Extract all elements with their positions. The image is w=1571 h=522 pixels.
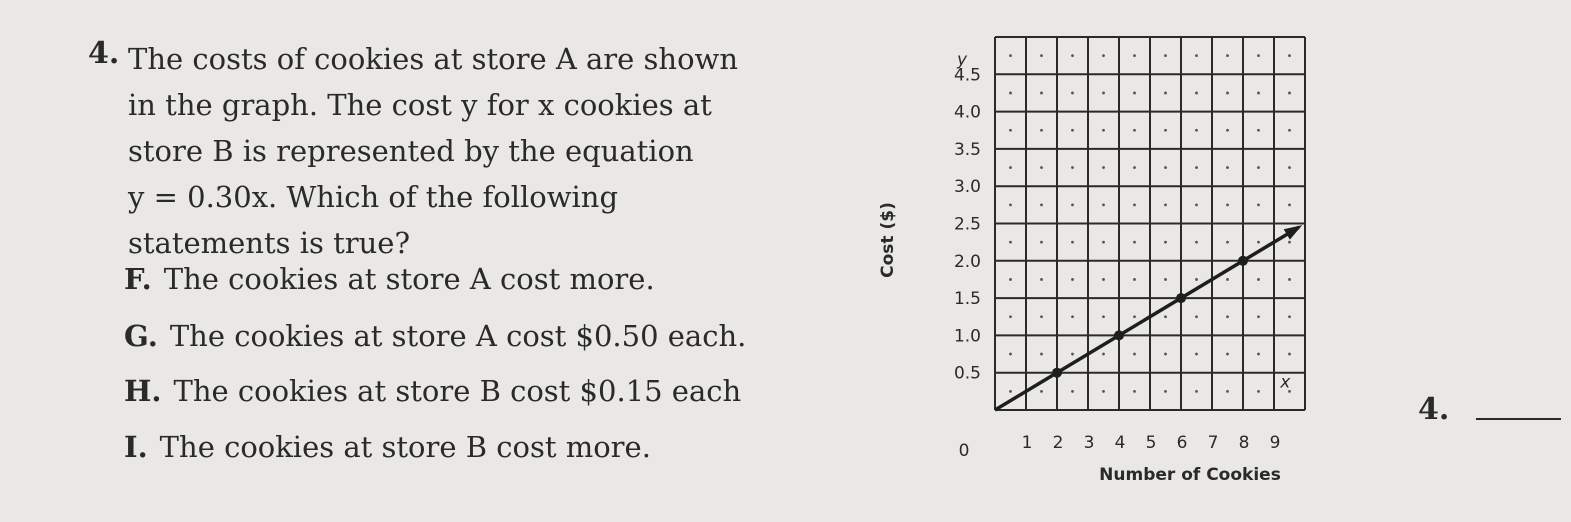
grid-dot: [1257, 390, 1260, 393]
grid-dot: [1288, 203, 1291, 206]
grid-dot: [1040, 241, 1043, 244]
choice-letter: I.: [124, 430, 148, 464]
grid-dot: [1040, 166, 1043, 169]
stem-line: in the graph. The cost y for x cookies at: [128, 88, 712, 122]
y-tick-label: 2.0: [953, 251, 981, 272]
grid-dot: [1226, 390, 1229, 393]
grid-dot: [1133, 278, 1136, 281]
grid-dot: [1164, 166, 1167, 169]
choice-text: The cookies at store A cost more.: [163, 262, 655, 296]
grid-dot: [1040, 129, 1043, 132]
choice-letter: H.: [124, 374, 162, 408]
grid-dot: [1195, 92, 1198, 95]
x-tick-label: 7: [1207, 433, 1219, 453]
grid-dot: [1257, 278, 1260, 281]
x-tick-label: 4: [1114, 433, 1126, 453]
grid-dot: [1071, 129, 1074, 132]
grid-dot: [1226, 241, 1229, 244]
grid-dot: [1071, 353, 1074, 356]
choice-text: The cookies at store A cost $0.50 each.: [169, 319, 747, 353]
x-axis-title: Number of Cookies: [1099, 465, 1281, 485]
grid-dot: [1133, 166, 1136, 169]
y-tick-label: 2.5: [953, 214, 981, 235]
grid-dot: [1164, 278, 1167, 281]
x-tick-label: 6: [1176, 433, 1188, 453]
grid-dot: [1257, 129, 1260, 132]
stem-line: store B is represented by the equation: [128, 134, 694, 168]
grid-dot: [1009, 278, 1012, 281]
grid-dot: [1040, 203, 1043, 206]
grid-dot: [1133, 54, 1136, 57]
grid-dot: [1288, 92, 1291, 95]
line-arrowhead: [1284, 225, 1303, 239]
grid-dot: [1164, 390, 1167, 393]
grid-dot: [1102, 92, 1105, 95]
y-tick-label: 1.5: [953, 289, 981, 310]
grid-dot: [1009, 241, 1012, 244]
grid-dot: [1164, 129, 1167, 132]
stem-line: y = 0.30x. Which of the following: [128, 180, 619, 214]
x-tick-label: 8: [1238, 433, 1250, 453]
grid-dot: [1288, 315, 1291, 318]
choice-text: The cookies at store B cost $0.15 each: [173, 374, 742, 408]
grid-dot: [1133, 129, 1136, 132]
grid-dot: [1288, 278, 1291, 281]
grid-dot: [1226, 92, 1229, 95]
grid-dot: [1195, 129, 1198, 132]
x-tick-label: 5: [1145, 433, 1157, 453]
grid-dot: [1164, 203, 1167, 206]
grid-dot: [1009, 129, 1012, 132]
grid-dot: [1009, 390, 1012, 393]
grid-dot: [1133, 203, 1136, 206]
answer-label: 4.: [1418, 392, 1450, 427]
grid-dot: [1071, 315, 1074, 318]
grid-dot: [1257, 353, 1260, 356]
grid-dot: [1226, 54, 1229, 57]
grid-dot: [1071, 390, 1074, 393]
y-axis-title: Cost ($): [878, 202, 898, 278]
grid-dot: [1164, 315, 1167, 318]
x-tick-label: 2: [1052, 433, 1064, 453]
grid-dot: [1071, 166, 1074, 169]
data-point: [1176, 293, 1186, 303]
data-point: [1114, 330, 1124, 340]
grid-dot: [1133, 390, 1136, 393]
grid-dot: [1288, 241, 1291, 244]
grid-dot: [1226, 166, 1229, 169]
grid-dot: [1009, 203, 1012, 206]
grid-dot: [1102, 54, 1105, 57]
grid-dot: [1009, 353, 1012, 356]
x-tick-label: 1: [1021, 433, 1033, 453]
grid-dot: [1195, 166, 1198, 169]
y-tick-label: 4.5: [953, 65, 981, 86]
grid-dot: [1257, 166, 1260, 169]
grid-dot: [1040, 353, 1043, 356]
grid-dot: [1009, 92, 1012, 95]
stem-line: The costs of cookies at store A are shown: [128, 42, 739, 76]
grid-dot: [1009, 54, 1012, 57]
y-tick-label: 0.5: [953, 363, 981, 384]
grid-dot: [1195, 390, 1198, 393]
grid-dot: [1102, 203, 1105, 206]
origin-label: 0: [958, 441, 970, 461]
grid-dot: [1102, 390, 1105, 393]
grid-dot: [1226, 353, 1229, 356]
grid-dot: [1164, 54, 1167, 57]
grid-dot: [1257, 315, 1260, 318]
grid-dot: [1226, 315, 1229, 318]
grid-dot: [1257, 241, 1260, 244]
grid-dot: [1195, 353, 1198, 356]
grid-dot: [1226, 129, 1229, 132]
grid-dot: [1257, 54, 1260, 57]
grid-dot: [1133, 241, 1136, 244]
grid-dot: [1133, 315, 1136, 318]
grid-dot: [1226, 203, 1229, 206]
grid-dot: [1071, 92, 1074, 95]
stem-line: statements is true?: [128, 226, 411, 260]
grid-dot: [1288, 166, 1291, 169]
grid-dot: [1164, 92, 1167, 95]
y-tick-label: 3.0: [953, 177, 981, 198]
y-axis-letter: y: [957, 50, 968, 70]
grid-dot: [1102, 166, 1105, 169]
grid-dot: [1071, 278, 1074, 281]
answer-blank-field[interactable]: [1476, 418, 1561, 420]
grid-dot: [1040, 278, 1043, 281]
grid-dot: [1195, 315, 1198, 318]
grid-dot: [1102, 353, 1105, 356]
grid-dot: [1040, 315, 1043, 318]
y-tick-label: 1.0: [953, 326, 981, 347]
y-tick-label: 4.0: [953, 102, 981, 123]
grid-dot: [1040, 390, 1043, 393]
grid-dot: [1164, 241, 1167, 244]
data-point: [1052, 368, 1062, 378]
y-tick-label: 3.5: [953, 139, 981, 160]
grid-dot: [1009, 166, 1012, 169]
grid-dot: [1257, 92, 1260, 95]
grid-dot: [1071, 203, 1074, 206]
grid-dot: [1071, 54, 1074, 57]
choice-text: The cookies at store B cost more.: [159, 430, 651, 464]
grid-dot: [1288, 353, 1291, 356]
grid-dot: [1102, 129, 1105, 132]
grid-dot: [1164, 353, 1167, 356]
grid-dot: [1040, 92, 1043, 95]
grid-dot: [1195, 241, 1198, 244]
grid-dot: [1040, 54, 1043, 57]
grid-dot: [1226, 278, 1229, 281]
question-number: 4.: [88, 36, 120, 71]
grid-dot: [1288, 129, 1291, 132]
grid-dot: [1102, 315, 1105, 318]
grid-dot: [1257, 203, 1260, 206]
grid-dot: [1133, 92, 1136, 95]
data-point: [1238, 256, 1248, 266]
x-tick-label: 9: [1269, 433, 1281, 453]
choice-letter: F.: [124, 262, 152, 296]
grid-dot: [1288, 54, 1291, 57]
data-line: [995, 227, 1299, 410]
grid-dot: [1133, 353, 1136, 356]
grid-dot: [1102, 278, 1105, 281]
grid-dot: [1102, 241, 1105, 244]
x-tick-label: 3: [1083, 433, 1095, 453]
grid-dot: [1195, 203, 1198, 206]
grid-dot: [1195, 54, 1198, 57]
grid-dot: [1195, 278, 1198, 281]
grid-dot: [1009, 315, 1012, 318]
x-axis-letter: x: [1280, 372, 1291, 393]
choice-letter: G.: [124, 319, 158, 353]
grid-dot: [1071, 241, 1074, 244]
